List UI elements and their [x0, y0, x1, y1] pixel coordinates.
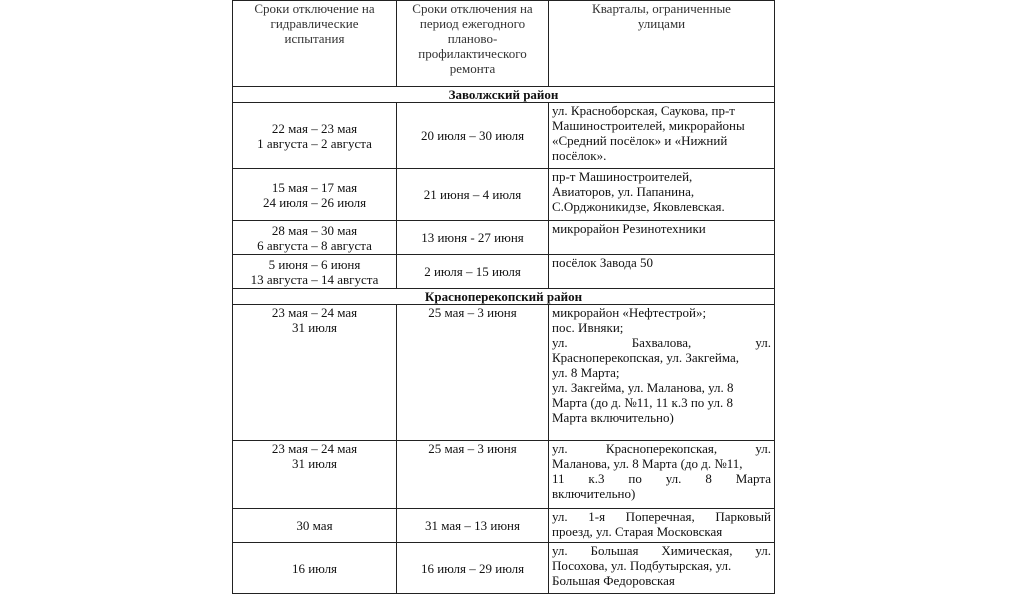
- date-line: 16 июля: [291, 560, 338, 576]
- date-line: 25 мая – 3 июня: [428, 305, 517, 320]
- street-line: «Средний посёлок» и «Нижний: [552, 133, 728, 148]
- street-line: Красноперекопская, ул. Закгейма,: [552, 350, 739, 365]
- test-dates-cell: [233, 543, 397, 594]
- date-line: 1 августа – 2 августа: [257, 135, 372, 151]
- date-line: 13 июня - 27 июня: [421, 230, 524, 245]
- header-line: гидравлические: [270, 16, 359, 31]
- test-dates-cell: [233, 255, 397, 289]
- test-dates-cell: [233, 305, 397, 441]
- street-line: пос. Ивняки;: [552, 320, 624, 335]
- street-line: ул. 1-я Поперечная, Парковый: [552, 509, 771, 524]
- table-row: [233, 221, 775, 255]
- table-row: [233, 509, 775, 543]
- street-line: ул. Большая Химическая, ул.: [552, 543, 771, 558]
- schedule-table: [232, 0, 775, 594]
- date-line: 25 мая – 3 июня: [428, 441, 517, 456]
- street-line: пр-т Машиностроителей,: [552, 169, 693, 184]
- table-row: [233, 169, 775, 221]
- header-line: период ежегодного: [419, 16, 526, 31]
- table-row: [233, 255, 775, 289]
- header-test-dates: [233, 1, 397, 87]
- header-streets: [549, 1, 775, 87]
- streets-cell: [549, 221, 775, 255]
- test-dates-cell: [233, 509, 397, 543]
- section-title: Красноперекопский район: [233, 289, 775, 305]
- streets-cell: [549, 169, 775, 221]
- street-line: ул. 8 Марта;: [552, 365, 620, 380]
- section-row: [233, 289, 775, 305]
- repair-dates-cell: [397, 305, 549, 441]
- repair-dates-cell: [397, 169, 549, 221]
- date-line: 31 июля: [291, 456, 338, 471]
- test-dates-cell: [233, 441, 397, 509]
- street-line: Большая Федоровская: [552, 573, 675, 588]
- header-row: [233, 1, 775, 87]
- streets-cell: [549, 103, 775, 169]
- streets-cell: [549, 509, 775, 543]
- date-line: 28 мая – 30 мая: [271, 222, 358, 238]
- header-repair-dates: [397, 1, 549, 87]
- date-line: 13 августа – 14 августа: [250, 271, 379, 287]
- table-row: [233, 305, 775, 441]
- section-row: [233, 87, 775, 103]
- street-line: включительно): [552, 486, 636, 501]
- repair-dates-cell: [397, 221, 549, 255]
- street-line: 11 к.3 по ул. 8 Марта: [552, 471, 771, 486]
- header-line: профилактического: [418, 46, 527, 61]
- street-line: микрорайон Резинотехники: [552, 221, 706, 236]
- table-row: [233, 441, 775, 509]
- header-line: планово-: [447, 31, 498, 46]
- date-line: 5 июня – 6 июня: [268, 256, 361, 272]
- date-line: 31 мая – 13 июня: [425, 518, 520, 533]
- repair-dates-cell: [397, 509, 549, 543]
- header-line: Кварталы, ограниченные: [592, 1, 731, 16]
- street-line: Марта (до д. №11, 11 к.3 по ул. 8: [552, 395, 733, 410]
- street-line: посёлок Завода 50: [552, 255, 653, 270]
- date-line: 6 августа – 8 августа: [257, 237, 372, 253]
- date-line: 23 мая – 24 мая: [271, 441, 358, 456]
- streets-cell: [549, 543, 775, 594]
- street-line: проезд, ул. Старая Московская: [552, 524, 723, 539]
- header-line: ремонта: [449, 61, 496, 76]
- header-line: испытания: [284, 31, 345, 46]
- street-line: Авиаторов, ул. Папанина,: [552, 184, 695, 199]
- date-line: 31 июля: [291, 320, 338, 335]
- repair-dates-cell: [397, 255, 549, 289]
- date-line: 24 июля – 26 июля: [262, 194, 367, 210]
- section-title: Заволжский район: [233, 87, 775, 103]
- street-line: ул. Бахвалова, ул.: [552, 335, 771, 350]
- streets-cell: [549, 305, 775, 441]
- street-line: С.Орджоникидзе, Яковлевская.: [552, 199, 725, 214]
- test-dates-cell: [233, 221, 397, 255]
- streets-cell: [549, 255, 775, 289]
- header-line: Сроки отключения на: [412, 1, 533, 16]
- header-line: улицами: [637, 16, 686, 31]
- date-line: 23 мая – 24 мая: [271, 305, 358, 320]
- street-line: микрорайон «Нефтестрой»;: [552, 305, 707, 320]
- street-line: Марта включительно): [552, 410, 674, 425]
- street-line: ул. Красноперекопская, ул.: [552, 441, 771, 456]
- header-line: Сроки отключение на: [254, 1, 375, 16]
- streets-cell: [549, 441, 775, 509]
- street-line: ул. Красноборская, Саукова, пр-т: [552, 103, 735, 118]
- date-line: 15 мая – 17 мая: [271, 179, 358, 195]
- table-row: [233, 543, 775, 594]
- test-dates-cell: [233, 169, 397, 221]
- date-line: 16 июля – 29 июля: [420, 560, 525, 576]
- street-line: Маланова, ул. 8 Марта (до д. №11,: [552, 456, 743, 471]
- date-line: 2 июля – 15 июля: [424, 264, 521, 279]
- date-line: 22 мая – 23 мая: [271, 120, 358, 136]
- street-line: Машиностроителей, микрорайоны: [552, 118, 745, 133]
- repair-dates-cell: [397, 543, 549, 594]
- date-line: 21 июня – 4 июля: [423, 187, 522, 202]
- repair-dates-cell: [397, 441, 549, 509]
- date-line: 20 июля – 30 июля: [420, 128, 525, 143]
- table-row: [233, 103, 775, 169]
- repair-dates-cell: [397, 103, 549, 169]
- street-line: посёлок».: [552, 148, 607, 163]
- street-line: Посохова, ул. Подбутырская, ул.: [552, 558, 732, 573]
- street-line: ул. Закгейма, ул. Маланова, ул. 8: [552, 380, 734, 395]
- date-line: 30 мая: [296, 518, 333, 533]
- test-dates-cell: [233, 103, 397, 169]
